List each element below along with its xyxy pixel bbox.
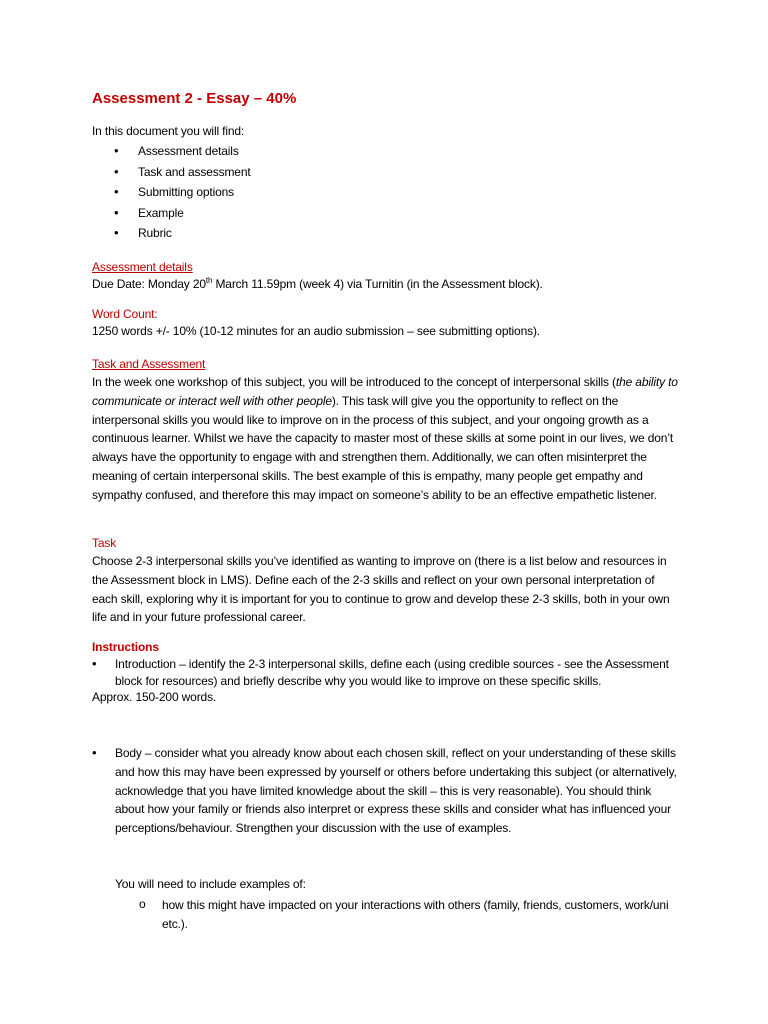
intro-list: [92, 141, 682, 244]
introduction-bullet: • Introduction – identify the 2-3 interpersonal skills, define each (using credible sources - see the Assessment block for resources) and briefly describe why you would like to improve on these specific skills.: [92, 656, 682, 689]
due-date-suffix-sup: th: [205, 276, 213, 285]
examples-item: o how this might have impacted on your interactions with others (family, friends, customers, work/uni etc.).: [92, 896, 682, 934]
intro-lead: In this document you will find:: [92, 124, 245, 138]
list-item: • Task and assessment: [92, 162, 682, 183]
instructions-section: [92, 639, 682, 706]
introduction-word-count: Approx. 150-200 words.: [92, 690, 217, 704]
word-count-heading: Word Count:: [92, 307, 158, 321]
list-item: • Rubric: [92, 223, 682, 244]
word-count-section: [92, 306, 682, 340]
assessment-details-section: [92, 259, 682, 293]
due-date-prefix: Due Date: Monday 20: [92, 277, 206, 291]
task-assessment-section: [92, 356, 682, 505]
task-section: [92, 535, 682, 627]
intro-section: [92, 122, 682, 244]
examples-section: [92, 876, 682, 934]
body-bullet: • Body – consider what you already know about each chosen skill, reflect on your understanding of these skills and how this may have been expressed by yourself or others before undertaking this subject (or alternatively, acknowledge that you have limited knowledge about the skill – this is very reasonable). You should think about how your family or friends also interpret or express these skills and consider what has influenced your perceptions/behaviour. Strengthen your discussion with the use of examples.: [92, 744, 682, 838]
instructions-heading: Instructions: [92, 640, 159, 654]
task-assessment-part2: ). This task will give you the opportunity to reflect on the interpersonal skills you would like to improve on in the process of this subject, and your ongoing growth as a continuous learner. Whilst we have the capacity to master most of these skills at some point in our lives, we don’t always have the opportunity to engage with and strengthen them. Additionally, we can often misinterpret the meaning of certain interpersonal skills. The best example of this is empathy, many people get empathy and sympathy confused, and therefore this may impact on someone’s ability to be an effective empathetic listener.: [92, 393, 674, 502]
due-date-suffix: March 11.59pm (week 4) via Turnitin (in the Assessment block).: [212, 277, 543, 291]
task-heading: Task: [92, 536, 117, 550]
examples-lead: You will need to include examples of:: [115, 877, 306, 891]
word-count-text: 1250 words +/- 10% (10-12 minutes for an audio submission – see submitting options).: [92, 324, 540, 338]
task-text: Choose 2-3 interpersonal skills you’ve identified as wanting to improve on (there is a list below and resources in the Assessment block in LMS). Define each of the 2-3 skills and reflect on your own personal interpretation of each skill, exploring why it is important for you to continue to grow and develop these 2-3 skills, both in your own life and in your future professional career.: [92, 554, 670, 625]
document-title: Assessment 2 - Essay – 40%: [92, 90, 297, 107]
body-section: [92, 744, 682, 838]
task-assessment-italic: the ability to communicate or interact well with other people: [92, 375, 678, 408]
list-item: • Submitting options: [92, 182, 682, 203]
list-item: • Assessment details: [92, 141, 682, 162]
assessment-details-heading: Assessment details: [92, 260, 193, 274]
due-date: [92, 276, 682, 293]
list-item: • Example: [92, 203, 682, 224]
task-assessment-text: [92, 373, 682, 505]
task-assessment-part1: In the week one workshop of this subject, you will be introduced to the concept of interpersonal skills (: [92, 375, 616, 389]
task-assessment-heading: Task and Assessment: [92, 357, 206, 371]
